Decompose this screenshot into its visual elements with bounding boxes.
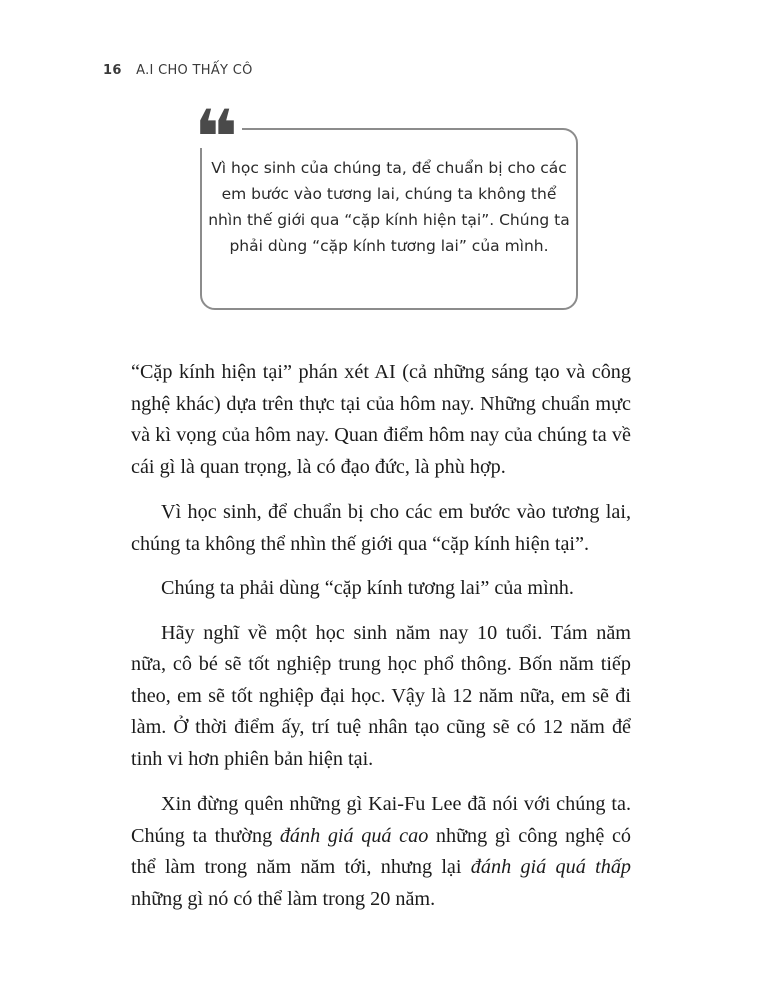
running-title: A.I CHO THẤY CÔ	[136, 63, 253, 78]
paragraph-5-text-a: Xin đừng quên những gì Kai-Fu Lee đã nói với chúng ta. Chúng ta thường	[131, 793, 631, 847]
pull-quote-text: Vì học sinh của chúng ta, để chuẩn bị cho các em bước vào tương lai, chúng ta không thể nhìn thế giới qua “cặp kính hiện tại”. Chúng ta phải dùng “cặp kính tương lai” của mình.	[208, 159, 570, 255]
body-text	[131, 357, 631, 929]
running-header	[103, 63, 253, 78]
paragraph-5	[131, 789, 631, 915]
paragraph-1: “Cặp kính hiện tại” phán xét AI (cả những sáng tạo và công nghệ khác) dựa trên thực tại của hôm nay. Những chuẩn mực và kì vọng của hôm nay. Quan điểm hôm nay của chúng ta về cái gì là quan trọng, là có đạo đức, là phù hợp.	[131, 361, 631, 478]
quote-mark-icon: ❝	[184, 100, 242, 148]
emphasis-underestimate: đánh giá quá thấp	[470, 856, 632, 878]
paragraph-2: Vì học sinh, để chuẩn bị cho các em bước vào tương lai, chúng ta không thể nhìn thế giới qua “cặp kính hiện tại”.	[131, 501, 631, 555]
paragraph-4: Hãy nghĩ về một học sinh năm nay 10 tuổi. Tám năm nữa, cô bé sẽ tốt nghiệp trung học phổ thông. Bốn năm tiếp theo, em sẽ tốt nghiệp đại học. Vậy là 12 năm nữa, em sẽ đi làm. Ở thời điểm ấy, trí tuệ nhân tạo cũng sẽ có 12 năm để tinh vi hơn phiên bản hiện tại.	[131, 621, 631, 770]
page-number: 16	[103, 63, 122, 78]
paragraph-3: Chúng ta phải dùng “cặp kính tương lai” của mình.	[161, 577, 574, 599]
paragraph-5-text-b: những gì công nghệ có thể làm trong năm năm tới, nhưng lại	[131, 824, 631, 878]
paragraph-5-text-c: những gì nó có thể làm trong 20 năm.	[131, 887, 436, 910]
emphasis-overestimate: đánh giá quá cao	[279, 824, 429, 847]
